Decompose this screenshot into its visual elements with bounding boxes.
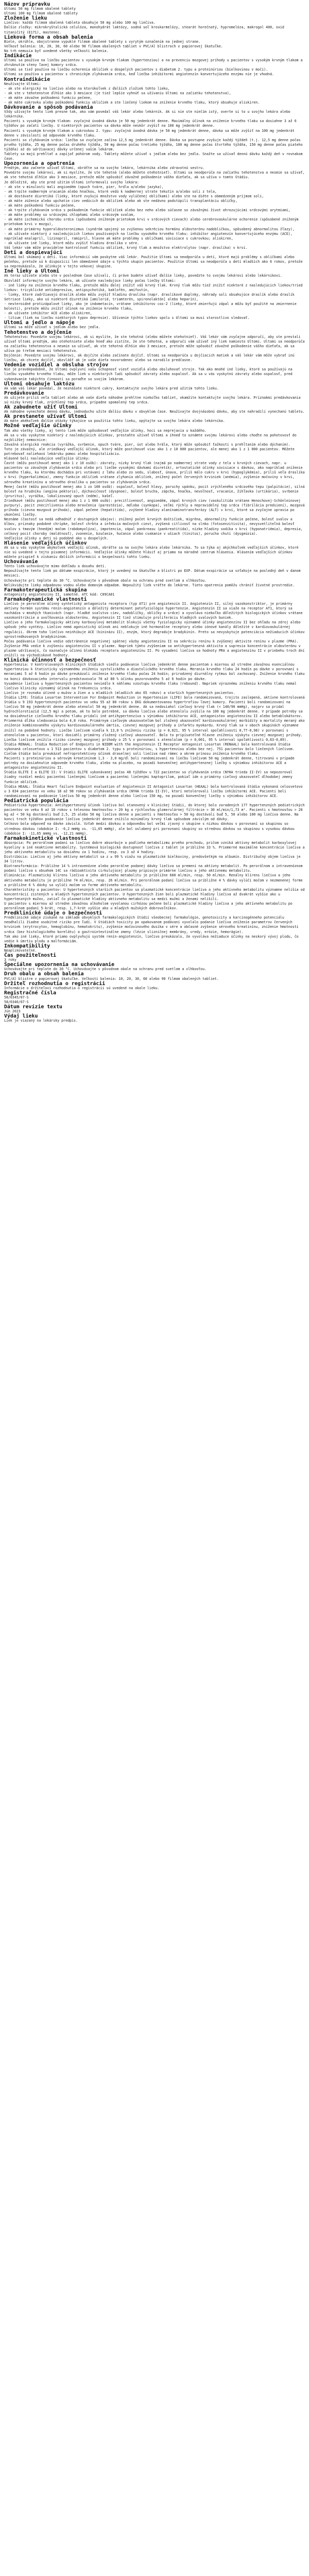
section-heading: Pediatrická populácia bbox=[4, 798, 68, 804]
document-section bbox=[4, 2, 305, 16]
section-paragraph: Liečivo je rovnako účinné u mužov a žien a u mladších (mladších ako 65 rokov) a starších hypertenzných pacientov. bbox=[4, 690, 235, 695]
section-heading: Špeciálne upozornenia na uchovávanie bbox=[4, 962, 115, 968]
section-paragraph: Informácie o držiteľovi rozhodnutia o registrácii sú uvedené na obale lieku. bbox=[4, 986, 160, 990]
section-paragraph: Tak ako všetky lieky, aj tento liek môže spôsobovať vedľajšie účinky, hoci sa neprejavia u každého. bbox=[4, 428, 207, 433]
section-paragraph: Hlásené boli nasledujúce vedľajšie účinky: bbox=[4, 456, 90, 461]
section-paragraph: - lieky, ktoré zadržiavajú draslík alebo môžu zvýšiť hladinu draslíka (napr. draslíkové doplnky, náhrady soli obsahujúce draslík alebo draslík šetriace lieky, ako sú niektoré diuretiká [amilorid, triamterén, spironolaktón] alebo heparín), bbox=[4, 292, 297, 301]
section-paragraph: Ultomi sa používa na liečbu pacientov s vysokým krvným tlakom (hypertenziou) a na prevenciu mozgovej príhody u pacientov s vysokým krvným tlakom a zhrubnutím steny ľavej komory srdca. bbox=[4, 58, 305, 67]
section-paragraph: - ak máte poškodenú funkciu pečene, bbox=[4, 204, 76, 208]
section-paragraph: - ak máte problémy so srdcovými chlopňami alebo srdcovým svalom, bbox=[4, 213, 135, 217]
section-paragraph: Tak ako iné lieky, ktoré priamo ovplyvňujú systém renín-angiotenzín, liečivo preukázalo, že vyvoláva nežiaduce účinky na neskorý vývoj plodu, čo vedie k úmrtiu plodu a malformáciám. bbox=[4, 934, 301, 943]
section-paragraph: Ultomi bol skúmaný u detí. Viac informácií vám poskytne váš lekár. Použitie Ultomi sa neodporúča u detí, ktoré majú problémy s obličkami alebo pečeňou, pretože sú k dispozícii len obmedzené údaje u týchto skupín pacientov. Použitie Ultomi sa neodporúča u detí mladších ako 6 rokov, pretože sa nepreukázalo, že účinkuje v tejto vekovej skupine. bbox=[4, 255, 305, 269]
section-paragraph: Priemerná dĺžka sledovania bola 4,8 roka. Primárnym cieľovým ukazovateľom bol zložený ukazovateľ kardiovaskulárnej morbidity a mortality meraný ako zníženie kombinovaného výskytu kardiovaskulárneho úmrtia, cievnej mozgovej príhody a infarktu myokardu. Krvný tlak sa v oboch skupinách významne znížil na podobné hodnoty. Liečba liečivom viedla k 13,0 % zníženiu rizika (p = 0,021, 95 % interval spoľahlivosti 0,77-0,98) v porovnaní s atenololom u pacientov, ktorí dosiahli primárny zložený cieľový ukazovateľ. Bolo to pripísateľné hlavne zníženiu výskytu cievnej mozgovej príhody. Liečba liečivom znížila riziko cievnej mozgovej príhody o 25 % v porovnaní s atenololom (p = 0,001, 95 % interval spoľahlivosti 0,63-0,89). bbox=[4, 719, 307, 742]
document-section bbox=[4, 414, 305, 423]
section-paragraph: Eliminácia: Plazmatický klírens liečiva a jeho aktívneho metabolitu je približne 600 ml/min, resp. 50 ml/min. Renálny klírens liečiva a jeho aktívneho metabolitu je približne 74 ml/min, resp. 26 ml/min. Pri perorálnom podaní liečiva sa približne 4 % dávky vylúči močom v nezmenenej forme a približne 6 % dávky sa vylúči močom vo forme aktívneho metabolitu. bbox=[4, 873, 305, 887]
document-section bbox=[4, 972, 305, 981]
section-paragraph: Ak teraz užívate alebo ste v poslednom čase užívali, či práve budete užívať ďalšie lieky, povedzte to svojmu lekárovi alebo lekárnikovi. bbox=[4, 274, 282, 278]
section-paragraph: Ak máte akékoľvek ďalšie otázky týkajúce sa použitia tohto lieku, opýtajte sa svojho lekára alebo lekárnika. bbox=[4, 419, 225, 423]
section-paragraph: Uchovávajte pri teplote do 30 °C. Uchovávajte v pôvodnom obale na ochranu pred svetlom a vlhkosťou. bbox=[4, 967, 207, 972]
section-heading: Možné vedľajšie účinky bbox=[4, 423, 72, 429]
document-section bbox=[4, 423, 305, 540]
section-paragraph: Dojčenie: Povedzte svojmu lekárovi, ak dojčíte alebo začínate dojčiť. Ultomi sa neodporúča u dojčiacich matiek a váš lekár vám môže vybrať inú liečbu, ak chcete dojčiť, obzvlášť ak je vaše dieťa novorodenec alebo sa narodilo predčasne. bbox=[4, 353, 297, 363]
section-paragraph: Ak užijete príliš veľa tabliet alebo ak vaše dieťa náhodne prehltne niekoľko tabliet, okamžite kontaktujte svojho lekára. Príznakmi predávkovania sú nízky krvný tlak, zrýchlený tep srdca, prípadne spomalený tep srdca. bbox=[4, 395, 303, 404]
section-heading: Hlásenie vedľajších účinkov bbox=[4, 540, 87, 546]
section-paragraph: Toto je závažný, ale zriedkavý vedľajší účinok, ktorý môže postihovať viac ako 1 z 10 000 pacientov, ale menej ako 1 z 1 000 pacientov. Môžete potrebovať naliehavú lekársku pomoc alebo hospitalizáciu. bbox=[4, 447, 297, 456]
section-heading: Farmakokinetické vlastnosti bbox=[4, 835, 87, 841]
section-heading: Predklinické údaje o bezpečnosti bbox=[4, 910, 102, 917]
section-heading: Deti a dospievajúci bbox=[4, 249, 62, 256]
document-section bbox=[4, 391, 305, 405]
section-paragraph: Tento liek uchovávajte mimo dohľadu a dosahu detí. bbox=[4, 564, 107, 569]
section-paragraph: Distribúcia: Liečivo aj jeho aktívny metabolit sa z ≥ 99 % viažu na plazmatické bielkoviny, predovšetkým na albumín. Distribučný objem liečiva je 34 litrov. bbox=[4, 855, 303, 864]
section-paragraph: Obzvlášť informujte svojho lekára, ak užívate nasledujúce lieky počas liečby Ultomi: bbox=[4, 278, 176, 283]
section-paragraph: Závažná alergická reakcia (vyrážka, svrbenie, opuch tváre, pier, úst alebo hrdla, ktorý môže spôsobiť ťažkosti s prehĺtaním alebo dýchaním). bbox=[4, 442, 290, 447]
section-paragraph: - ak užívate iné lieky, ktoré môžu zvýšiť hladinu draslíka v sére. bbox=[4, 241, 140, 245]
document-section bbox=[4, 981, 305, 991]
document-section bbox=[4, 77, 305, 106]
section-paragraph: U pacientov s miernou až stredne závažnou alkoholom vyvolanou cirhózou pečene boli plazmatické hladiny liečiva a jeho aktívneho metabolitu po perorálnom podaní 5-krát, resp. 1,7-krát vyššie ako u mladých mužských dobrovoľníkov. bbox=[4, 902, 295, 911]
section-paragraph: Ak náhodne vynecháte dennú dávku, jednoducho užite ďalšiu dávku v obvyklom čase. Neužívajte dvojnásobnú dávku, aby ste nahradili vynechanú tabletu. bbox=[4, 410, 305, 414]
section-paragraph: Povedzte svojmu lekárovi, ak si myslíte, že ste tehotná (alebo môžete otehotnieť). Ultomi sa neodporúča na začiatku tehotenstva a nesmie sa užívať, ak ste tehotná dlhšie ako 3 mesiace, pretože môže spôsobiť závažné poškodenie vášho dieťaťa, ak sa užíva v tomto štádiu. bbox=[4, 171, 307, 180]
section-paragraph: - nesteroidné protizápalové lieky, ako je indometacín, vrátane inhibítorov cox-2 (lieky, ktoré zmierňujú zápal a môžu byť použité na zmiernenie bolesti), pretože môžu znížiť účinok na zníženie krvného tlaku, bbox=[4, 302, 299, 311]
section-heading: Ultomi a jedlo a nápoje bbox=[4, 320, 75, 326]
section-paragraph: 3 roky bbox=[4, 958, 16, 962]
section-paragraph: - ak ste v minulosti mali angioedém (opuch tváre, pier, hrdla a/alebo jazyka), bbox=[4, 184, 164, 189]
section-paragraph: Ultomi 50 mg filmom obalené tablety bbox=[4, 7, 76, 11]
section-paragraph: Veľkosť balenia: 10, 20, 30, 60 alebo 90 filmom obalených tabliet v PVC/Al blistroch v papierovej škatuľke. bbox=[4, 44, 223, 48]
section-paragraph: Vždy užívajte tento liek presne tak, ako vám povedal váš lekár alebo lekárnik. Ak si nie ste niečím istý, overte si to u svojho lekára alebo lekárnika. bbox=[4, 110, 293, 119]
section-paragraph: Absorpcia: Po perorálnom podaní sa liečivo dobre absorbuje a podlieha metabolizmu prvého prechodu, pričom vzniká aktívny metabolit karboxylovej kyseliny a iné neaktívne metabolity. Systémová biologická dostupnosť liečiva z tablet je približne 33 %. Priemerné maximálne koncentrácie liečiva a jeho aktívneho metabolitu sa dosiahnu za 1 hodinu, resp. za 3 až 4 hodiny. bbox=[4, 840, 307, 854]
document-section bbox=[4, 799, 305, 836]
section-paragraph: Vedľajšie účinky u detí sú podobné ako u dospelých. bbox=[4, 536, 109, 540]
section-paragraph: - ak máte cukrovku alebo poškodenú funkciu obličiek a ste liečený liekom na zníženie krvného tlaku, ktorý obsahuje aliskiren. bbox=[4, 100, 260, 105]
document-section bbox=[4, 250, 305, 269]
section-paragraph: Je dôležité, aby ste pred užitím Ultomi informovali svojho lekára: bbox=[4, 180, 140, 184]
section-heading: Upozornenia a opatrenia bbox=[4, 161, 75, 167]
section-paragraph: - ak dostávate diuretiká (lieky, ktoré zvyšujú množstvo vody vylúčenej obličkami) alebo ste na diéte s obmedzeným príjmom soli, bbox=[4, 194, 264, 198]
section-paragraph: Neaplikovateľné. bbox=[4, 948, 37, 953]
section-heading: Ultomi obsahuje laktózu bbox=[4, 381, 75, 387]
document-section bbox=[4, 911, 305, 944]
section-paragraph: Liečivo je perorálne účinný syntetický antagonista receptora (typ AT1) pre angiotenzín II. Angiotenzín II, silný vazokonstriktor, je primárny aktívny hormón systému renín-angiotenzín a dôležitý determinant patofyziológie hypertenzie. Angiotenzín II sa viaže na receptor AT1, ktorý sa nachádza v mnohých tkanivách (napr. hladké svalstvo ciev, nadobličky, obličky a srdce) a vyvoláva niekoľko dôležitých biologických účinkov vrátane vazokonštrikcie a uvoľňovania aldosterónu. Angiotenzín II tiež stimuluje proliferáciu hladkých svalových buniek. bbox=[4, 602, 305, 620]
section-heading: Uchovávanie bbox=[4, 559, 38, 565]
section-paragraph: Hypertenzia: V kontrolovaných klinických štúdiách viedlo podávanie liečiva jedenkrát denne pacientom s miernou až stredne závažnou esenciálnou hypertenziou k štatisticky významnému zníženiu systolického a diastolického krvného tlaku. Merania krvného tlaku 24 hodín po dávke v porovnaní s meraniami 5 až 6 hodín po dávke preukázali zníženie krvného tlaku počas 24 hodín; prirodzený diurnálny rytmus bol zachovaný. Zníženie krvného tlaku na konci dávkovacieho intervalu predstavovalo 70 až 80 % účinku pozorovaného 5 až 6 hodín po dávke. bbox=[4, 663, 307, 681]
section-paragraph: - ak trpíte nadmerným vracaním alebo hnačkou, ktoré vedú k nadmernej strate tekutín a/alebo soli z tela, bbox=[4, 189, 217, 194]
section-paragraph: Jún 2023 bbox=[4, 1009, 21, 1014]
section-paragraph: - ak užívate niektorý z nasledujúcich liekov používaných na liečbu vysokého krvného tlaku: inhibítor angiotenzín konvertujúceho enzýmu (ACE), napríklad enalapril, lizinopril, ramipril, hlavne ak máte problémy s obličkami súvisiace s cukrovkou; aliskiren, bbox=[4, 231, 295, 241]
document-section bbox=[4, 597, 305, 658]
section-heading: Lieková forma a obsah balenia bbox=[4, 34, 93, 40]
section-heading: Tehotenstvo a dojčenie bbox=[4, 329, 72, 335]
section-paragraph: Biele, okrúhle, obojstranne vypuklé filmom obalené tablety s vyrytým označením na jednej strane. bbox=[4, 39, 201, 44]
section-heading: Iné lieky a Ultomi bbox=[4, 268, 60, 275]
section-paragraph: - lítium (liek na liečbu niektorých typov depresie). Užívanie týchto liekov spolu s Ultomi sa musí starostlivo sledovať. bbox=[4, 316, 250, 320]
section-heading: Druh obalu a obsah balenia bbox=[4, 971, 84, 977]
document-section bbox=[4, 320, 305, 330]
section-paragraph: Zriedkavé (môžu postihovať menej ako 1 z 1 000 osôb): precitlivenosť, angioedém, zápal krvných ciev (vaskulitída vrátane Henochovej-Schönleinovej purpury), pocit znecitlivenia alebo mravčenia (parestézia), mdloba (synkopa), veľmi rýchly a nepravidelný tep srdca (fibrilácia predsiení), mozgová príhoda (cievna mozgová príhoda), zápal pečene (hepatitída), zvýšené hladiny alanínaminotransferázy (ALT) v krvi, ktoré sa zvyčajne upravia po ukončení liečby. bbox=[4, 498, 307, 517]
section-heading: Čas použiteľnosti bbox=[4, 953, 57, 959]
section-paragraph: Tablety sa majú prehĺtať a zapíjať pohárom vody. Tablety môžete užívať s jedlom alebo bez jedla. Snažte sa užívať dennú dávku každý deň v rovnakom čase. bbox=[4, 152, 305, 161]
section-paragraph: Ultomi sa môže užívať s jedlom alebo bez jedla. bbox=[4, 325, 100, 330]
section-paragraph: Ak sa u vás vyskytne akýkoľvek vedľajší účinok, obráťte sa na svojho lekára alebo lekárnika. To sa týka aj akýchkoľvek vedľajších účinkov, ktoré nie sú uvedené v tejto písomnej informácii. Vedľajšie účinky môžete hlásiť aj priamo na národné centrum hlásenia. Hlásením vedľajších účinkov môžete prispieť k získaniu ďalších informácií o bezpečnosti tohto lieku. bbox=[4, 545, 301, 560]
document-section bbox=[4, 658, 305, 799]
section-heading: Výdaj lieku bbox=[4, 1013, 38, 1020]
document-section bbox=[4, 1005, 305, 1014]
section-paragraph: Pacienti s vysokým krvným tlakom: zvyčajná úvodná dávka je 50 mg jedenkrát denne. Maximálny účinok na zníženie krvného tlaku sa dosiahne 3 až 6 týždňov po začatí liečby. U niektorých pacientov sa dávka môže neskôr zvýšiť na 100 mg jedenkrát denne. bbox=[4, 119, 299, 128]
document-section bbox=[4, 405, 305, 414]
section-paragraph: Ak sa u vás vyskytne niektorý z nasledujúcich účinkov, prestaňte užívať Ultomi a ihneď to oznámte svojmu lekárovi alebo choďte na pohotovosť do najbližšej nemocnice: bbox=[4, 433, 299, 442]
section-paragraph: Na trh nemusia byť uvedené všetky veľkosti balenia. bbox=[4, 48, 109, 53]
section-heading: Kontraindikácie bbox=[4, 76, 50, 82]
document-section bbox=[4, 330, 305, 363]
section-paragraph: Pacienti so zlyhávaním srdca: liečba sa zvyčajne začína 12,5 mg jedenkrát denne. Dávka sa postupne zvyšuje každý týždeň (t.j. 12,5 mg denne počas prvého týždňa, 25 mg denne počas druhého týždňa, 50 mg denne počas tretieho týždňa, 100 mg denne počas štvrtého týždňa, 150 mg denne počas piateho týždňa) až do udržiavacej dávky určenej vaším lekárom. bbox=[4, 138, 305, 151]
section-paragraph: Predtým, ako začnete užívať Ultomi, obráťte sa na svojho lekára, lekárnika alebo zdravotnú sestru. bbox=[4, 166, 205, 171]
section-paragraph: Pacienti s proteinúriou a sérovým kreatinínom 1,3 - 3,0 mg/dl boli randomizovaní na liečbu liečivom 50 mg jedenkrát denne, titrovanú v prípade potreby na dosiahnutie odpovede krvného tlaku, alebo na placebo, na pozadí konvenčnej antihypertenznej liečby s výnimkou inhibítorov ACE a antagonistov angiotenzínu II. bbox=[4, 756, 297, 770]
section-heading: Dávkovanie a spôsob podávania bbox=[4, 105, 93, 111]
section-heading: Názov prípravku bbox=[4, 2, 50, 7]
document-section bbox=[4, 54, 305, 77]
document-section bbox=[4, 953, 305, 962]
section-paragraph: - ak máte primárny hyperaldosteronizmus (syndróm spojený so zvýšenou sekréciou hormónu aldosterónu nadobličkou, spôsobený abnormalitou žľazy), bbox=[4, 227, 295, 231]
section-paragraph: Nie je pravdepodobné, že Ultomi ovplyvní vašu schopnosť viesť vozidlá alebo obsluhovať stroje. Tak ako mnohé iné lieky, ktoré sa používajú na liečbu vysokého krvného tlaku, môže liek u niektorých ľudí spôsobiť závraty alebo ospalosť. Ak sa u vás vyskytnú závraty alebo ospalosť, pred vykonávaním takýchto činností sa poraďte so svojím lekárom. bbox=[4, 367, 295, 381]
section-heading: Ak zabudnete užiť Ultomi bbox=[4, 404, 78, 411]
document-section bbox=[4, 560, 305, 588]
section-heading: Zloženie lieku bbox=[4, 15, 47, 22]
document-section bbox=[4, 105, 305, 161]
document-section bbox=[4, 836, 305, 911]
section-paragraph: Pediatrická hypertenzia: Antihypertenzný účinok liečiva bol stanovený v klinickej štúdii, do ktorej bolo zaradených 177 hypertenzných pediatrických pacientov vo veku 6 až 16 rokov s telesnou hmotnosťou > 20 kg a rýchlosťou glomerulárnej filtrácie > 30 ml/min/1,73 m². Pacienti s hmotnosťou > 20 kg až < 50 kg dostávali buď 2,5, 25 alebo 50 mg liečiva denne a pacienti s hmotnosťou > 50 kg dostávali buď 5, 50 alebo 100 mg liečiva denne. Na konci troch týždňov podávanie liečiva jedenkrát denne znížilo minimálny krvný tlak spôsobom závislým od dávky. bbox=[4, 803, 307, 822]
section-paragraph: Antagonisty angiotenzínu II, samotné. ATC kód: C09CA01 bbox=[4, 592, 115, 597]
document-section bbox=[4, 1014, 305, 1023]
section-paragraph: Neužívajte Ultomi: bbox=[4, 81, 41, 86]
section-paragraph: Celkovo bola odpoveď na dávke závislá. Vzťah medzi dávkou a odpoveďou bol veľmi zjavný v skupine s nízkou dávkou v porovnaní so skupinou so strednou dávkou (obdobie I: -6,2 mmHg vs. -11,65 mmHg), ale bol oslabený pri porovnaní skupiny so strednou dávkou so skupinou s vysokou dávkou (obdobie I: -11,65 mmHg vs. -12,21 mmHg). bbox=[4, 822, 297, 836]
section-paragraph: - iné lieky na zníženie krvného tlaku, pretože môžu ďalej znížiť váš krvný tlak. Krvný tlak môžu tiež znížiť niektoré z nasledujúcich liekov/tried liekov: tricyklické antidepresíva, antipsychotiká, baklofén, amifostín, bbox=[4, 283, 305, 292]
section-heading: Klinická účinnosť a bezpečnosť bbox=[4, 657, 96, 664]
section-heading: Vedenie vozidiel a obsluha strojov bbox=[4, 362, 109, 368]
section-paragraph: Uchovávajte pri teplote do 30 °C. Uchovávajte v pôvodnom obale na ochranu pred svetlom a vlhkosťou. bbox=[4, 578, 207, 583]
section-paragraph: Charakteristiky u pacientov: U hypertenzných starších pacientov sa plazmatické koncentrácie liečiva a jeho aktívneho metabolitu významne nelíšia od koncentrácií zistených u mladých hypertenzných pacientov. U hypertenzných žien boli plazmatické hladiny liečiva až dvakrát vyššie ako u hypertenzných mužov, zatiaľ čo plazmatické hladiny aktívneho metabolitu sa medzi mužmi a ženami nelíšili. bbox=[4, 887, 307, 901]
section-paragraph: Štúdia HEAAL: Štúdia Heart failure Endpoint evaluation of Angiotensin II Antagonist Losartan (HEAAL) bola kontrolovaná štúdia vykonaná celosvetovo u 3 834 pacientov vo veku 18 až 98 rokov so zlyhávaním srdca (NYHA trieda II-IV), ktorí netolerovali liečbu inhibítormi ACE. Pacienti boli randomizovaní na podávanie liečiva 50 mg jedenkrát denne alebo liečiva 150 mg, na pozadí konvenčnej liečby s výnimkou inhibítorov ACE. bbox=[4, 784, 305, 798]
section-heading: Farmakodynamické vlastnosti bbox=[4, 596, 87, 602]
section-heading: Indikácie bbox=[4, 53, 32, 59]
section-heading: Dátum revízie textu bbox=[4, 1004, 62, 1010]
document-section bbox=[4, 588, 305, 597]
document-section bbox=[4, 161, 305, 250]
document-section bbox=[4, 363, 305, 381]
section-paragraph: 58/0345/07-S bbox=[4, 995, 29, 999]
section-paragraph: Menej časté (môžu postihovať menej ako 1 zo 100 osôb): ospalosť, bolesť hlavy, poruchy spánku, pocit zrýchleného srdcového tepu (palpitácie), silná bolesť na hrudníku (angína pektoris), dýchavičnosť (dyspnoe), bolesť brucha, zápcha, hnačka, nevoľnosť, vracanie, žihľavka (urtikária), svrbenie (pruritus), vyrážka, lokalizovaný opuch (edém), kašeľ. bbox=[4, 484, 307, 498]
section-paragraph: Biotransformácia: Približne 14 % intravenózne alebo perorálne podanej dávky liečiva sa premení na aktívny metabolit. Po perorálnom a intravenóznom podaní liečiva s obsahom 14C sa rádioaktivita cirkulujúcej plazmy pripisuje primárne liečivu a jeho aktívnemu metabolitu. bbox=[4, 864, 305, 873]
section-paragraph: Ultomi 100 mg filmom obalené tablety bbox=[4, 11, 78, 16]
section-paragraph: - ak trpíte zlyhávaním srdca s poškodením funkcie obličiek alebo bez neho alebo súčasne so závažnými život ohrozujúcimi srdcovými arytmiami, bbox=[4, 208, 290, 213]
section-paragraph: - ak máte ischemickú chorobu srdca (spôsobenú zníženým prietokom krvi v srdcových cievach) alebo cerebrovaskulárne ochorenie (spôsobené zníženým prietokom krvi v mozgu), bbox=[4, 217, 301, 227]
section-paragraph: Nepoužívajte tento liek po dátume exspirácie, ktorý je uvedený na škatuľke a blistri po EXP. Dátum exspirácie sa vzťahuje na posledný deň v danom mesiaci. bbox=[4, 569, 303, 578]
section-paragraph: Ultomi sa tiež používa na liečbu ochorenia obličiek u dospelých pacientov s diabetom 2. typu a proteinúriou (bielkovinou v moči). bbox=[4, 67, 268, 72]
section-paragraph: Časté (môžu postihovať menej ako 1 z 10 osôb): závraty, nízky krvný tlak (najmä po nadmernej strate vody z tela v krvných cievach, napr. u pacientov so závažným zlyhávaním srdca alebo pri liečbe vysokými dávkami diuretík), ortostatické účinky súvisiace s dávkou, ako napríklad zníženie krvného tlaku, ku ktorému dochádza pri vstávaní z ľahu alebo zo sedu, slabosť, únava, príliš málo cukru v krvi (hypoglykémia), príliš veľa draslíka v krvi (hyperkaliémia), zmeny funkcie obličiek vrátane zlyhania obličiek, znížený počet červených krviniek (anémia), zvýšenie močoviny v krvi, sérového kreatinínu a sérového draslíka u pacientov so zlyhávaním srdca. bbox=[4, 461, 307, 484]
section-paragraph: Vysadenie liečiva u hypertenzných pacientov neviedlo k náhlemu vzostupu krvného tlaku (rebound). Napriek výraznému zníženiu krvného tlaku nemal liečivo klinicky významný účinok na frekvenciu srdca. bbox=[4, 681, 299, 690]
section-paragraph: Váš lekár vám môže pravidelne kontrolovať funkciu obličiek, krvný tlak a množstvo elektrolytov (napr. draslíka) v krvi. bbox=[4, 245, 248, 250]
document-section bbox=[4, 541, 305, 560]
document-section bbox=[4, 382, 305, 391]
document-section bbox=[4, 962, 305, 972]
section-paragraph: Ak vám váš lekár povedal, že neznášate niektoré cukry, kontaktujte svojho lekára pred užitím tohto lieku. bbox=[4, 386, 219, 391]
section-paragraph: Nelikvidujte lieky odpadovou vodou alebo domovým odpadom. Nepoužitý liek vráťte do lekárne. Tieto opatrenia pomôžu chrániť životné prostredie. bbox=[4, 583, 295, 587]
section-paragraph: Štúdia LIFE: Štúdia Losartan Intervention For Endpoint Reduction in Hypertension (LIFE) bola randomizovaná, trojito zaslepená, aktívne kontrolovaná štúdia u 9 193 hypertenzných pacientov vo veku 55 až 80 rokov s EKG dokumentovanou hypertrofiou ľavej komory. Pacienti boli randomizovaní na liečivo 50 mg jedenkrát denne alebo atenolol 50 mg jedenkrát denne. Ak sa nedosiahol cieľový krvný tlak (< 140/90 mmHg), najprv sa pridal hydrochlorotiazid (12,5 mg) a potom, ak to bolo potrebné, sa dávka liečiva alebo atenololu zvýšila na 100 mg jedenkrát denne. V prípade potreby sa na dosiahnutie cieľového krvného tlaku pridali iné antihypertenzíva s výnimkou inhibítorov ACE, antagonistov angiotenzínu II alebo betablokátorov. bbox=[4, 695, 307, 719]
section-paragraph: Tehotenstvo: Povedzte svojmu lekárovi, ak si myslíte, že ste tehotná (alebo môžete otehotnieť). Váš lekár vám zvyčajne odporučí, aby ste prestali užívať Ultomi predtým, ako otehotniete alebo hneď ako zistíte, že ste tehotná, a odporučí vám užívať iný liek namiesto Ultomi. Ultomi sa neodporúča na začiatku tehotenstva a nesmie sa užívať, ak ste tehotná dlhšie ako 3 mesiace, pretože môže spôsobiť závažné poškodenie vášho dieťaťa, ak sa užíva po treťom mesiaci tehotenstva. bbox=[4, 334, 307, 353]
section-paragraph: Neznáme (častosť sa nedá odhadnúť z dostupných údajov): znížený počet krvných doštičiek, migréna, abnormality funkcie pečene, bolesť svalov a kĺbov, príznaky podobné chrípke, bolesť chrbta a infekcia močových ciest, zvýšená citlivosť na slnko (fotosenzitivita), nevysvetliteľná bolesť svalov s tmavým (hnedým) močom (rabdomyolýza), impotencia, zápal pankreasu (pankreatitída), nízke hladiny sodíka v krvi (hyponatriémia), depresia, celkový pocit choroby (malátnosť), zvonenie, bzučanie, hučanie alebo cvakanie v ušiach (tinitus), porucha chuti (dysgeúzia). bbox=[4, 517, 305, 536]
section-paragraph: Štúdia ELITE I a ELITE II: V štúdii ELITE vykonávanej počas 48 týždňov u 722 pacientov so zlyhávaním srdca (NYHA trieda II-IV) sa nepozoroval žiadny rozdiel medzi pacientmi liečenými liečivom a pacientmi liečenými kaptoprilom, pokiaľ ide o primárny cieľový ukazovateľ dlhodobej zmeny funkcie obličiek. bbox=[4, 770, 295, 784]
section-paragraph: Štúdia RENAAL: Štúdia Reduction of Endpoints in NIDDM with the Angiotensin II Receptor Antagonist Losartan (RENAAL) bola kontrolovaná štúdia vykonaná celosvetovo u 1 513 pacientov s diabetom 2. typu s proteinúriou, s hypertenziou alebo bez nej. 751 pacientov bolo liečených liečivom. Cieľom štúdie bolo preukázať nefroprotektívny účinok draselnej soli liečiva nad rámec a okrem prínosu zníženia krvného tlaku. bbox=[4, 742, 297, 756]
section-heading: Predávkovanie bbox=[4, 390, 44, 396]
section-heading: Držiteľ rozhodnutia o registrácii bbox=[4, 980, 106, 987]
section-heading: Ak prestanete užívať Ultomi bbox=[4, 414, 87, 420]
document-section bbox=[4, 16, 305, 35]
section-paragraph: - ak máte zúženie alebo upchatie ciev vedúcich do obličiek alebo ak ste nedávno podstúpili transplantáciu obličky, bbox=[4, 198, 237, 203]
document-section bbox=[4, 944, 305, 953]
section-paragraph: Liek je viazaný na lekársky predpis. bbox=[4, 1019, 78, 1023]
section-paragraph: PVC/Al blistre v papierovej škatuľke. Veľkosti balenia: 10, 20, 30, 60 alebo 90 filmom obalených tabliet. bbox=[4, 976, 219, 981]
section-paragraph: - ak máte závažne poškodenú funkciu pečene, bbox=[4, 95, 92, 100]
section-paragraph: Pacienti s vysokým krvným tlakom a cukrovkou 2. typu: zvyčajná úvodná dávka je 50 mg jedenkrát denne, dávka sa môže zvýšiť na 100 mg jedenkrát denne v závislosti od odpovede krvného tlaku. bbox=[4, 128, 297, 138]
section-paragraph: - ak ste alergický na liečivo alebo na ktorúkoľvek z ďalších zložiek tohto lieku, bbox=[4, 86, 170, 91]
section-paragraph: Ďalšie zložky: mikrokryštalická celulóza, monohydrát laktózy, sodná soľ kroskarmelózy, stearát horečnatý, hypromelóza, makrogol 400, oxid titaničitý (E171), mastenec. bbox=[4, 25, 286, 35]
section-paragraph: Liečivo: každá filmom obalená tableta obsahuje 50 mg alebo 100 mg liečiva. bbox=[4, 21, 156, 25]
section-paragraph: Predklinické údaje získané na základe obvyklých farmakologických štúdií všeobecnej farmakológie, genotoxicity a karcinogénneho potenciálu neodhalili žiadne osobitné riziko pre ľudí. V štúdiách toxicity po opakovanom podávaní vyvolalo podanie liečiva zníženie parametrov červených krviniek (erytrocytov, hemoglobínu, hematokritu), zvýšenie močovinového dusíka v sére a občasné zvýšenie sérového kreatinínu, zníženie hmotnosti srdca (bez histologického korelátu) a gastrointestinálne zmeny (lézie slizničnej membrány, vredy, erózie, hemorágie). bbox=[4, 916, 301, 934]
section-paragraph: - ak ste v tehotenstve dlhšie ako 3 mesiace (je tiež lepšie vyhnúť sa užívaniu Ultomi na začiatku tehotenstva), bbox=[4, 91, 231, 95]
section-heading: Farmakoterapeutická skupina bbox=[4, 587, 87, 593]
document-section bbox=[4, 269, 305, 320]
section-paragraph: 58/0346/07-S bbox=[4, 999, 29, 1004]
section-paragraph: Ultomi sa používa u pacientov s chronickým zlyhávaním srdca, keď liečba inhibítormi angiotenzín konvertujúceho enzýmu nie je vhodná. bbox=[4, 72, 274, 77]
section-paragraph: - ak užívate inhibítor ACE alebo aliskiren, bbox=[4, 311, 92, 316]
section-paragraph: Liečivo a jeho farmakologicky aktívny karboxylový metabolit blokujú všetky fyziologicky významné účinky angiotenzínu II bez ohľadu na zdroj alebo spôsob jeho syntézy. Liečivo nemá agonistický účinok ani neblokuje iné hormonálne receptory alebo iónové kanály dôležité v kardiovaskulárnej regulácii. Okrem toho liečivo neinhibuje ACE (kininázu II), enzým, ktorý degraduje bradykinín. Preto sa nevyskytuje potenciácia nežiaducich účinkov sprostredkovaných bradykinínom. bbox=[4, 620, 307, 639]
document-section bbox=[4, 991, 305, 1005]
document-page bbox=[0, 0, 309, 1026]
section-heading: Inkompatibility bbox=[4, 943, 50, 949]
section-heading: Registračné čísla bbox=[4, 990, 57, 996]
document-section bbox=[4, 35, 305, 54]
section-paragraph: Počas podávania liečiva vedie odstránenie negatívnej spätnej väzby angiotenzínu II na sekréciu renínu k zvýšenej aktivite renínu v plazme (PRA). Zvýšenie PRA vedie k zvýšeniu angiotenzínu II v plazme. Napriek týmto zvýšeniam sa antihypertenzná aktivita a supresia koncentrácie aldosterónu v plazme udržiavajú, čo naznačuje účinnú blokádu receptora angiotenzínu II. Po vysadení liečiva sa hodnoty PRA a angiotenzínu II v priebehu troch dní znížili na východiskové hodnoty. bbox=[4, 639, 307, 658]
